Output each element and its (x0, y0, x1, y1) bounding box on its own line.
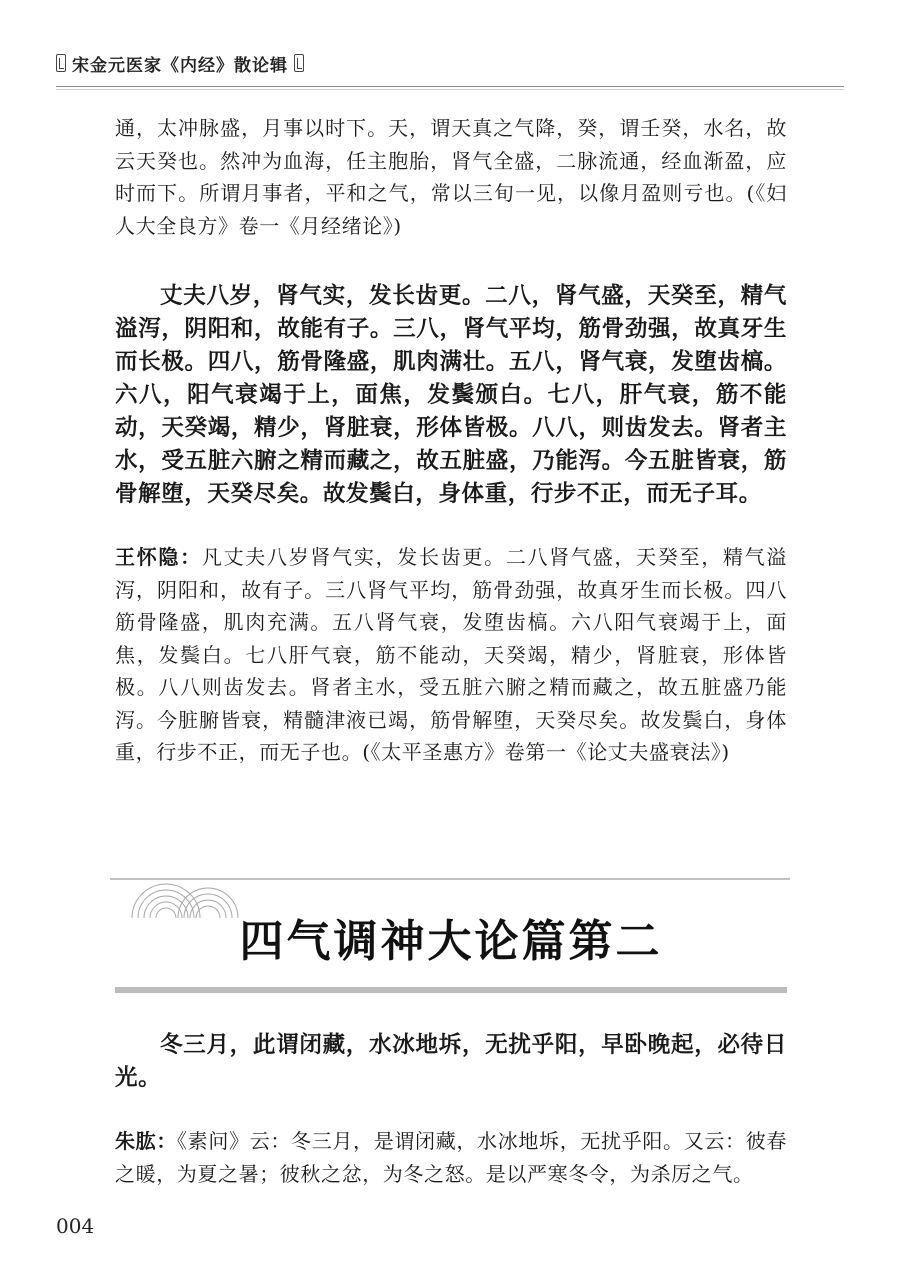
commentary-paragraph: 通，太冲脉盛，月事以时下。天，谓天真之气降，癸，谓壬癸，水名，故云天癸也。然冲为血海，任主胞胎，肾气全盛，二脉流通，经血渐盈，应时而下。所谓月事者，平和之气，常以三旬一见，以像月盈则亏也。(《妇人大全良方》卷一《月经绪论》) (115, 116, 787, 238)
classic-text-paragraph: 丈夫八岁，肾气实，发长齿更。二八，肾气盛，天癸至，精气溢泻，阴阳和，故能有子。三八，肾气平均，筋骨劲强，故真牙生而长极。四八，筋骨隆盛，肌肉满壮。五八，肾气衰，发堕齿槁。六八，阳气衰竭于上，面焦，发鬓颁白。七八，肝气衰，筋不能动，天癸竭，精少，肾脏衰，形体皆极。八八，则齿发去。肾者主水，受五脏六腑之精而藏之，故五脏盛，乃能泻。今五脏皆衰，筋骨解堕，天癸尽矣。故发鬓白，身体重，行步不正，而无子耳。 (115, 283, 787, 507)
commentary-paragraph (115, 1125, 787, 1190)
header-left-ornament-icon (56, 54, 66, 72)
commentary-paragraph (115, 541, 787, 769)
commentary-text: 凡丈夫八岁肾气实，发长齿更。二八肾气盛，天癸至，精气溢泻，阴阳和，故有子。三八肾气平均，筋骨劲强，故真牙生而长极。四八筋骨隆盛，肌肉充满。五八肾气衰，发堕齿槁。六八阳气衰竭于上，面焦，发鬓白。七八肝气衰，筋不能动，天癸竭，精少，肾脏衰，形体皆极。八八则齿发去。肾者主水，受五脏六腑之精而藏之，故五脏盛乃能泻。今脏腑皆衰，精髓津液已竭，筋骨解堕，天癸尽矣。故发鬓白，身体重，行步不正，而无子也。(《太平圣惠方》卷第一《论丈夫盛衰法》) (115, 545, 787, 764)
commentator-name: 朱肱： (115, 1129, 178, 1153)
running-header-title: 宋金元医家《内经》散论辑 (72, 55, 288, 76)
running-header (56, 50, 304, 76)
header-right-ornament-icon (294, 54, 304, 72)
page-number: 004 (56, 1214, 95, 1238)
commentary-text: 《素问》云：冬三月，是谓闭藏，水冰地坼，无扰乎阳。又云：彼春之暖，为夏之暑；彼秋之忿，为冬之怒。是以严寒冬令，为杀厉之气。 (115, 1129, 787, 1186)
section-title: 四气调神大论篇第二 (239, 916, 663, 967)
classic-text-paragraph: 冬三月，此谓闭藏，水冰地坼，无扰乎阳，早卧晚起，必待日光。 (115, 1032, 787, 1091)
section-title-rule (115, 987, 787, 993)
commentator-name: 王怀隐： (115, 545, 202, 569)
header-rule (56, 86, 844, 90)
